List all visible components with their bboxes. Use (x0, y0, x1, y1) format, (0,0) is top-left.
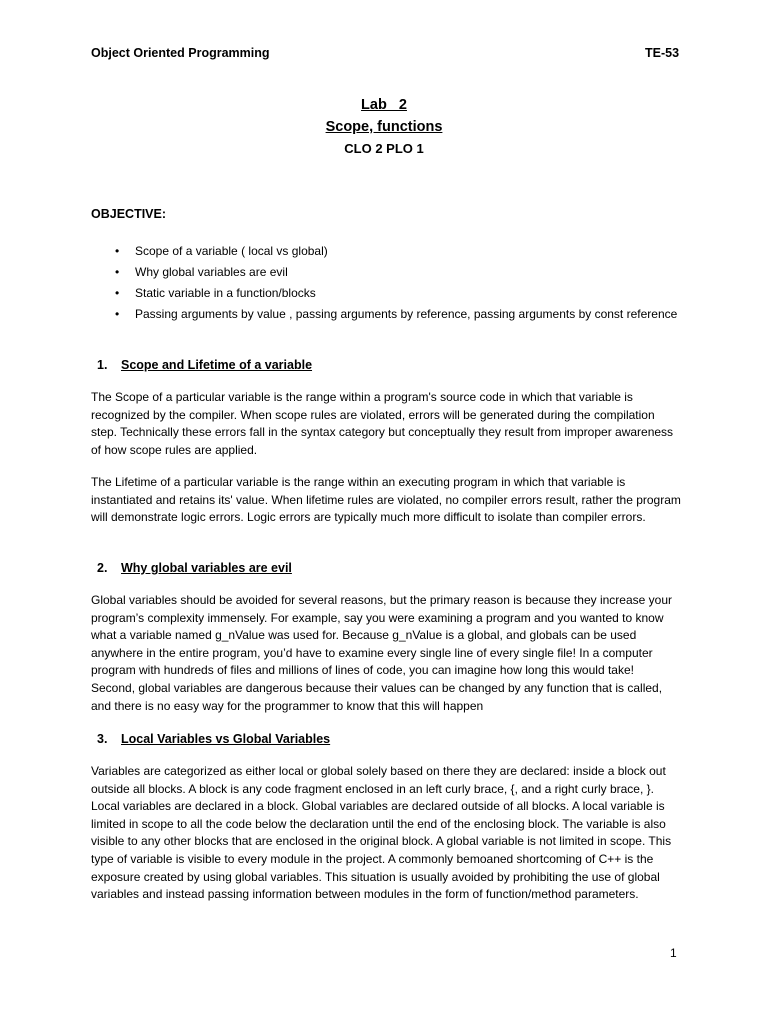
bullet-icon: • (115, 286, 120, 300)
title-block (0, 94, 768, 160)
section-heading-global-evil (97, 561, 292, 575)
list-item-text: Passing arguments by value , passing arguments by reference, passing arguments by const reference (135, 307, 678, 321)
bullet-icon: • (115, 244, 120, 258)
paragraph-lifetime: The Lifetime of a particular variable is the range within an executing program in which that variable is instantiated and retains its' value. When lifetime rules are violated, no compiler errors result, rather the program will demonstrate logic errors. Logic errors are typically much more difficult to isolate than compiler errors. (91, 475, 681, 525)
section-title: Scope and Lifetime of a variable (121, 358, 313, 372)
bullet-icon: • (115, 265, 120, 279)
section-number: 2. (97, 561, 108, 575)
clo-plo: CLO 2 PLO 1 (344, 141, 424, 156)
lab-topic: Scope, functions (325, 119, 443, 135)
list-item (91, 283, 681, 304)
objective-heading: OBJECTIVE: (91, 207, 167, 221)
section-title: Local Variables vs Global Variables (121, 732, 331, 746)
section-number: 3. (97, 732, 108, 746)
list-item (91, 262, 681, 283)
page-number: 1 (670, 946, 677, 960)
list-item-text: Why global variables are evil (135, 265, 288, 279)
objective-list (91, 241, 681, 325)
section-heading-local-global (97, 732, 330, 746)
section-title: Why global variables are evil (121, 561, 292, 575)
list-item (91, 304, 681, 325)
list-item (91, 241, 681, 262)
course-name: Object Oriented Programming (91, 46, 270, 60)
bullet-icon: • (115, 307, 120, 321)
lab-title: Lab 2 (361, 97, 407, 113)
list-item-text: Scope of a variable ( local vs global) (135, 244, 328, 258)
course-code: TE-53 (645, 46, 680, 60)
section-number: 1. (97, 358, 108, 372)
paragraph-local-global: Variables are categorized as either local or global solely based on there they are declared: inside a block out outside all blocks. A block is any code fragment enclosed in an left curly brace, {, and a right curly brace, }. Local variables are declared in a block. Global variables are declared outside of all blocks. A local variable is limited in scope to all the code below the declaration until the end of the enclosing block. The variable is also visible to any other blocks that are enclosed in the original block. A global variable is not limited in scope. This type of variable is visible to every module in the project. A commonly bemoaned shortcoming of C++ is the exposure created by using global variables. This situation is usually avoided by prohibiting the use of global variables and instead passing information between modules in the form of function/method parameters. (91, 764, 672, 902)
paragraph-global-evil: Global variables should be avoided for several reasons, but the primary reason is because they increase your program’s complexity immensely. For example, say you were examining a program and you wanted to know what a variable named g_nValue was used for. Because g_nValue is a global, and globals can be used anywhere in the entire program, you’d have to examine every single line of every single file! In a computer program with hundreds of files and millions of lines of code, you can imagine how long this would take! Second, global variables are dangerous because their values can be changed by any function that is called, and there is no easy way for the programmer to know that this will happen (91, 593, 672, 713)
list-item-text: Static variable in a function/blocks (135, 286, 316, 300)
paragraph-scope: The Scope of a particular variable is the range within a program's source code in which that variable is recognized by the compiler. When scope rules are violated, errors will be generated during the compilation step. Technically these errors fall in the syntax category but conceptually they result from improper awareness of how scope rules are applied. (91, 390, 674, 457)
section-heading-scope-lifetime (97, 358, 312, 372)
